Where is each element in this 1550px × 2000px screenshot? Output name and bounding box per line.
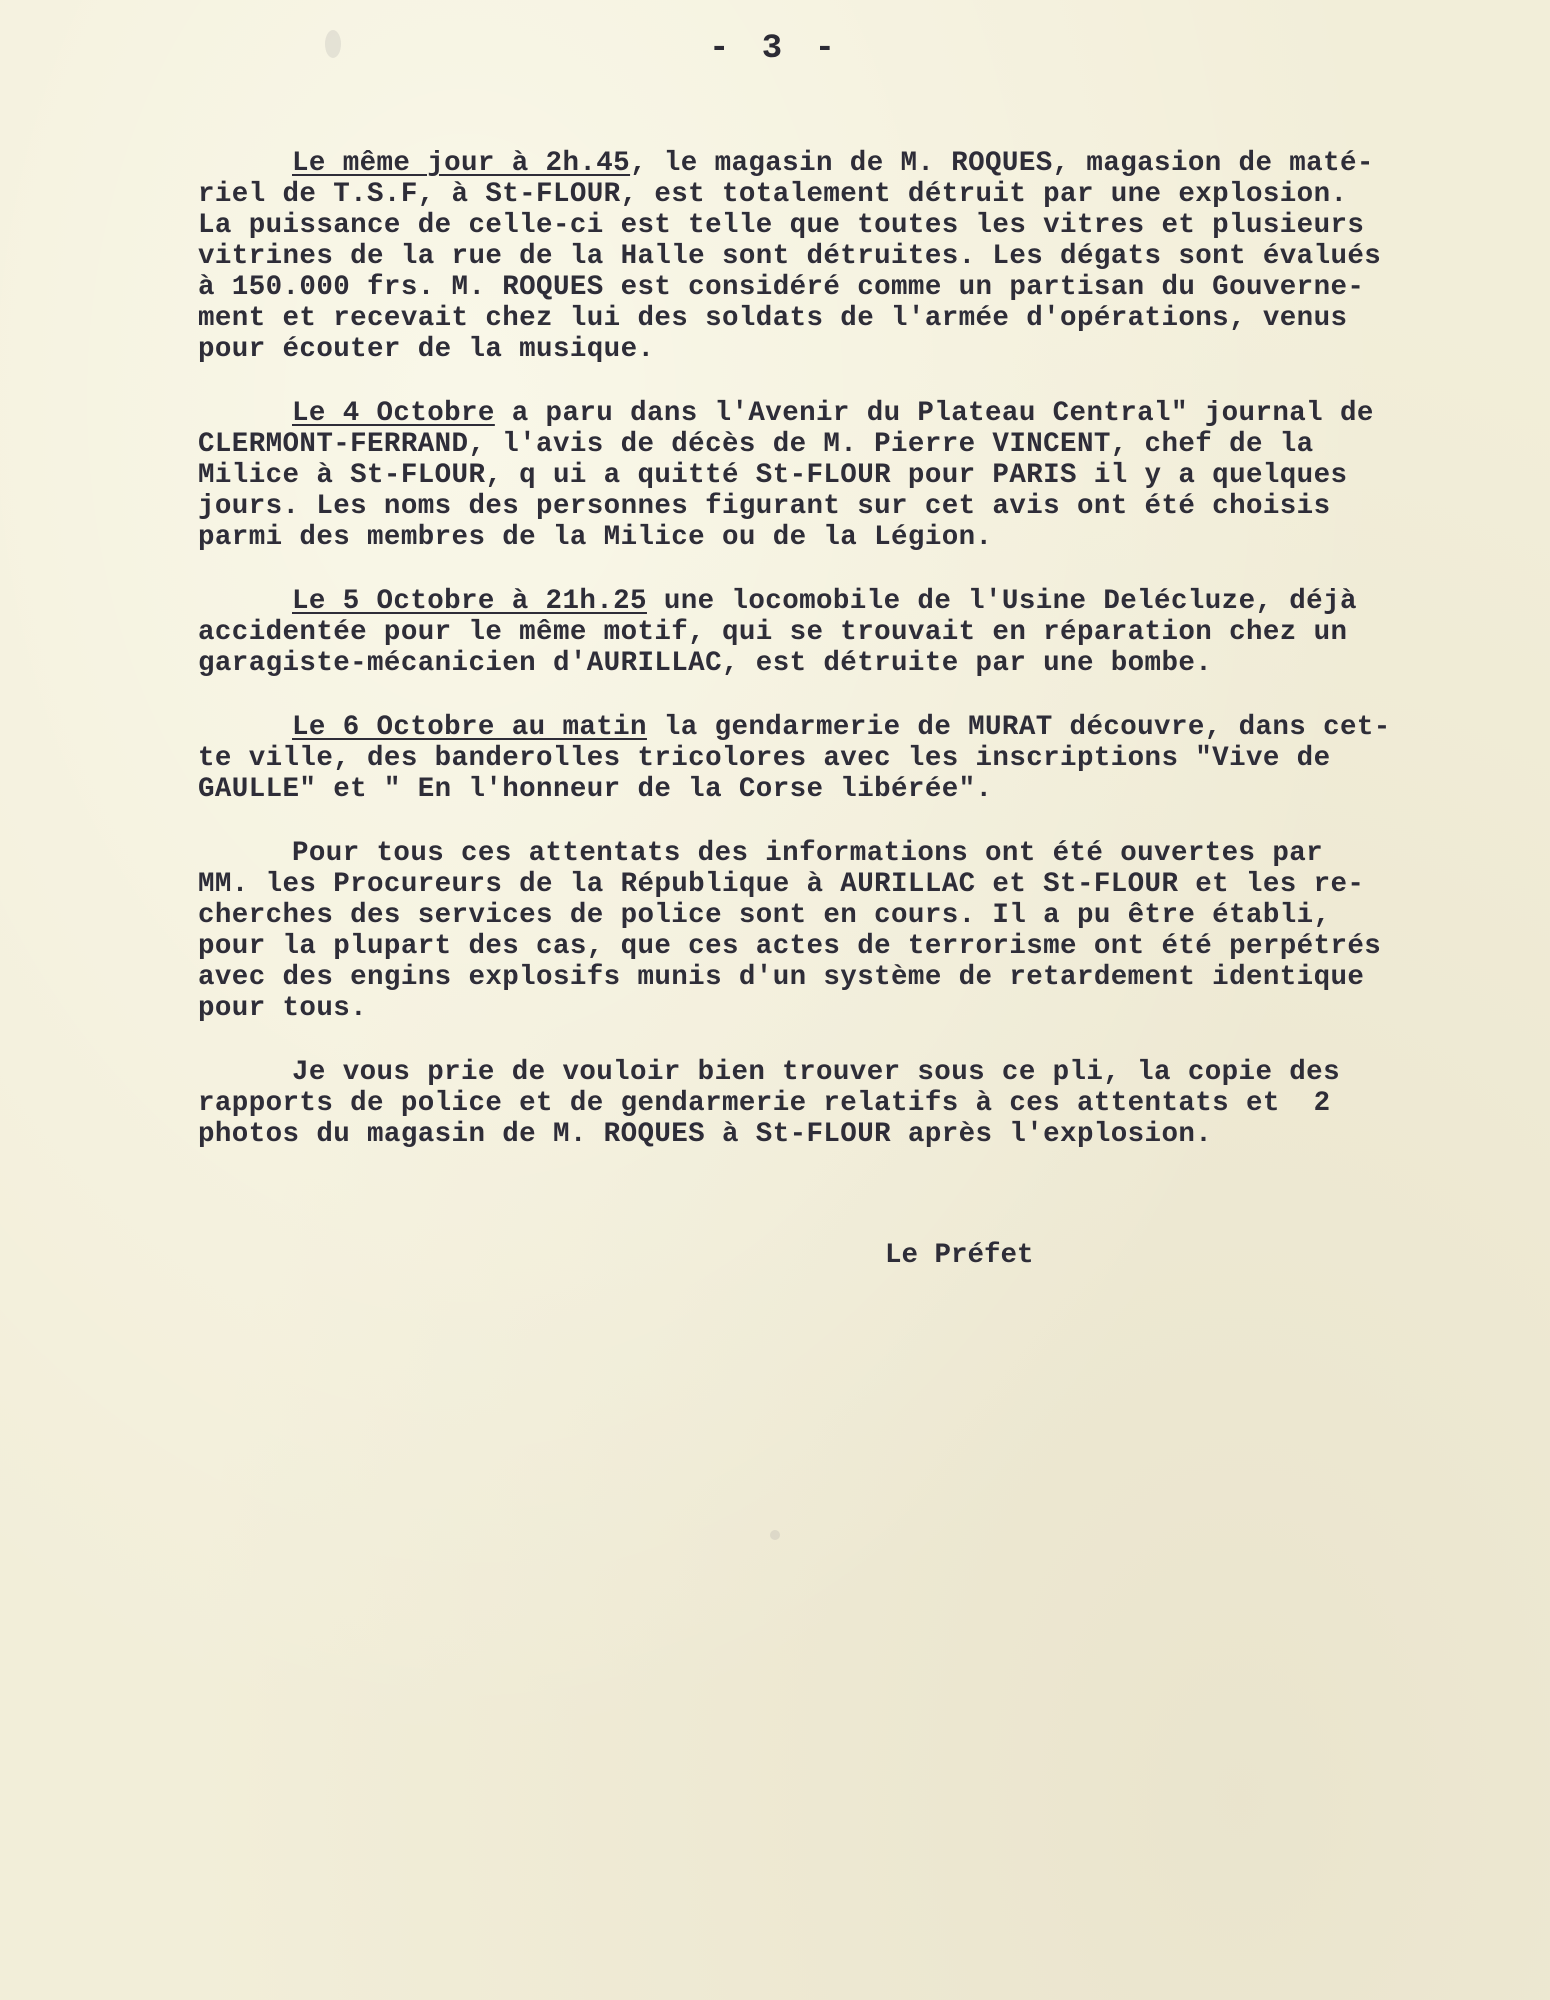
- text-line: garagiste-mécanicien d'AURILLAC, est détruite par une bombe.: [198, 648, 1213, 679]
- line-text: a paru dans l'Avenir du Plateau Central" journal de: [494, 398, 1374, 429]
- letter-body: [198, 148, 1518, 1183]
- text-line: GAULLE" et " En l'honneur de la Corse libérée".: [198, 774, 993, 805]
- underlined-date: Le 5 Octobre à 21h.25: [292, 586, 647, 617]
- text-line: avec des engins explosifs munis d'un système de retardement identique: [198, 962, 1365, 993]
- paragraph: [198, 398, 1518, 553]
- text-line: [198, 586, 1518, 617]
- line-text: une locomobile de l'Usine Delécluze, déjà: [646, 586, 1357, 617]
- text-line: accidentée pour le même motif, qui se trouvait en réparation chez un: [198, 617, 1348, 648]
- paragraph: [198, 838, 1518, 1024]
- text-line: pour écouter de la musique.: [198, 334, 655, 365]
- line-text: , le magasin de M. ROQUES, magasion de maté-: [630, 148, 1374, 179]
- text-line: rapports de police et de gendarmerie relatifs à ces attentats et 2: [198, 1088, 1331, 1119]
- text-line: pour la plupart des cas, que ces actes de terrorisme ont été perpétrés: [198, 931, 1382, 962]
- underlined-date: Le même jour à 2h.45: [292, 148, 631, 179]
- paragraph: [198, 148, 1518, 365]
- paragraph: [198, 712, 1518, 805]
- text-line: CLERMONT-FERRAND, l'avis de décès de M. Pierre VINCENT, chef de la: [198, 429, 1314, 460]
- text-line: cherches des services de police sont en cours. Il a pu être établi,: [198, 900, 1331, 931]
- text-line: Milice à St-FLOUR, q ui a quitté St-FLOUR pour PARIS il y a quelques: [198, 460, 1348, 491]
- text-line: vitrines de la rue de la Halle sont détruites. Les dégats sont évalués: [198, 241, 1382, 272]
- text-line: à 150.000 frs. M. ROQUES est considéré comme un partisan du Gouverne-: [198, 272, 1365, 303]
- paragraph: [198, 586, 1518, 679]
- text-line: MM. les Procureurs de la République à AURILLAC et St-FLOUR et les re-: [198, 869, 1365, 900]
- text-line: te ville, des banderolles tricolores avec les inscriptions "Vive de: [198, 743, 1331, 774]
- underlined-date: Le 4 Octobre: [292, 398, 495, 429]
- text-line: Je vous prie de vouloir bien trouver sous ce pli, la copie des: [292, 1057, 1340, 1088]
- line-text: la gendarmerie de MURAT découvre, dans cet-: [646, 712, 1391, 743]
- text-line: [198, 712, 1518, 743]
- text-line: parmi des membres de la Milice ou de la Légion.: [198, 522, 993, 553]
- text-line: jours. Les noms des personnes figurant sur cet avis ont été choisis: [198, 491, 1331, 522]
- underlined-date: Le 6 Octobre au matin: [292, 712, 647, 743]
- paragraph: [198, 1057, 1518, 1150]
- text-line: Pour tous ces attentats des informations ont été ouvertes par: [292, 838, 1324, 869]
- text-line: photos du magasin de M. ROQUES à St-FLOUR après l'explosion.: [198, 1119, 1213, 1150]
- ink-smudge: [770, 1530, 780, 1540]
- text-line: pour tous.: [198, 993, 368, 1024]
- text-line: [198, 398, 1518, 429]
- text-line: riel de T.S.F, à St-FLOUR, est totalement détruit par une explosion.: [198, 179, 1348, 210]
- text-line: La puissance de celle-ci est telle que toutes les vitres et plusieurs: [198, 210, 1365, 241]
- signature: Le Préfet: [885, 1240, 1034, 1271]
- text-line: [198, 148, 1518, 179]
- text-line: ment et recevait chez lui des soldats de l'armée d'opérations, venus: [198, 303, 1348, 334]
- page-number: - 3 -: [708, 30, 842, 68]
